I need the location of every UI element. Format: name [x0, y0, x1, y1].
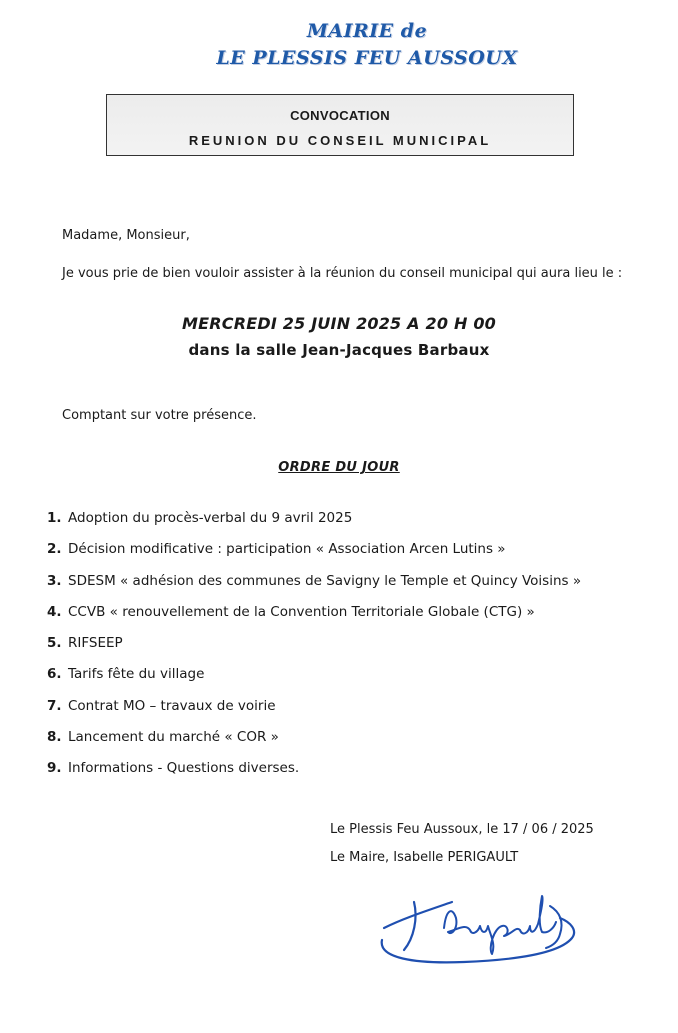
- agenda-item-number: 5.: [47, 635, 62, 652]
- meeting-date: MERCREDI 25 JUIN 2025 A 20 H 00: [182, 314, 496, 333]
- agenda-item: [47, 541, 581, 572]
- agenda-item-number: 9.: [47, 760, 62, 777]
- agenda-item-number: 3.: [47, 572, 62, 589]
- agenda-item: [47, 729, 581, 760]
- agenda-item-number: 4.: [47, 603, 62, 620]
- banner-title: CONVOCATION: [290, 108, 390, 123]
- agenda-item-text: Informations - Questions diverses.: [68, 760, 300, 777]
- agenda-item-number: 8.: [47, 729, 62, 746]
- agenda-list: [47, 510, 581, 792]
- agenda-item: [47, 666, 581, 697]
- commune-name: LE PLESSIS FEU AUSSOUX: [216, 47, 518, 69]
- agenda-item: [47, 510, 581, 541]
- agenda-item-text: Adoption du procès-verbal du 9 avril 2025: [68, 510, 353, 526]
- agenda-item-number: 2.: [47, 541, 62, 558]
- signature-name: [444, 896, 556, 954]
- agenda-title: ORDRE DU JOUR: [278, 460, 400, 475]
- mayor-name: Le Maire, Isabelle PERIGAULT: [330, 850, 519, 865]
- meeting-place: dans la salle Jean-Jacques Barbaux: [188, 341, 490, 359]
- intro-paragraph: Je vous prie de bien vouloir assister à la réunion du conseil municipal qui aura lieu le :: [62, 266, 623, 281]
- agenda-item: [47, 760, 581, 791]
- closing-line: Comptant sur votre présence.: [62, 408, 257, 423]
- agenda-item: [47, 573, 581, 604]
- agenda-item-number: 6.: [47, 666, 62, 683]
- agenda-item-text: RIFSEEP: [68, 635, 123, 652]
- handwritten-signature: [374, 888, 580, 968]
- agenda-item-text: SDESM « adhésion des communes de Savigny le Temple et Quincy Voisins »: [68, 572, 582, 589]
- agenda-item-number: 1.: [47, 510, 62, 526]
- agenda-item-text: Lancement du marché « COR »: [68, 729, 279, 746]
- greeting: Madame, Monsieur,: [62, 228, 190, 243]
- agenda-item-text: Tarifs fête du village: [68, 666, 205, 683]
- agenda-item: [47, 635, 581, 666]
- agenda-item-text: Contrat MO – travaux de voirie: [68, 697, 276, 714]
- signature-initial: [384, 902, 452, 950]
- agenda-item-text: Décision modificative : participation « Association Arcen Lutins »: [68, 541, 506, 558]
- agenda-item: [47, 604, 581, 635]
- agenda-item-text: CCVB « renouvellement de la Convention Territoriale Globale (CTG) »: [68, 603, 535, 620]
- banner-subtitle: REUNION DU CONSEIL MUNICIPAL: [188, 133, 492, 148]
- agenda-item-number: 7.: [47, 697, 62, 714]
- convocation-banner: [106, 94, 574, 156]
- mairie-title: MAIRIE de: [306, 20, 428, 42]
- signature-place-date: Le Plessis Feu Aussoux, le 17 / 06 / 2025: [330, 822, 594, 837]
- agenda-item: [47, 698, 581, 729]
